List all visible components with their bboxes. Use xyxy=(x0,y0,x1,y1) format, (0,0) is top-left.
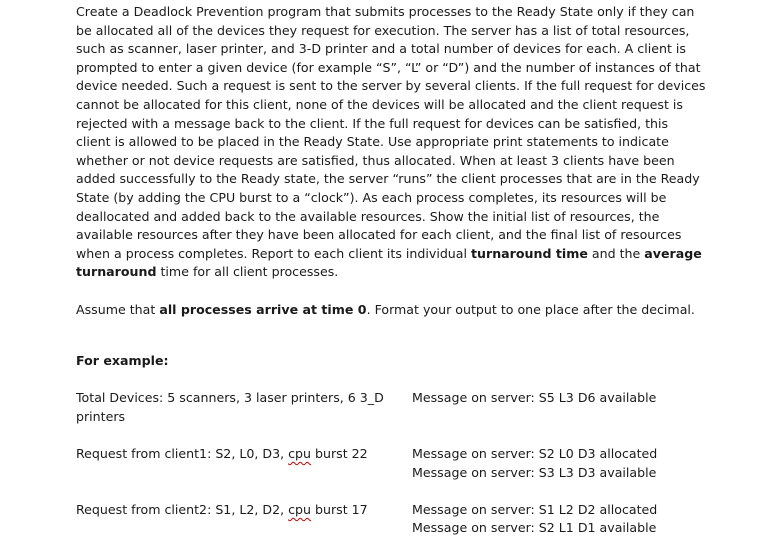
server-message: Message on server: S5 L3 D6 available xyxy=(412,390,657,406)
assumption-paragraph xyxy=(76,301,706,320)
example-left-column xyxy=(76,445,412,464)
example-right-column xyxy=(412,389,706,408)
example-left-column xyxy=(76,501,412,520)
client1-burst-text: burst 22 xyxy=(311,446,368,462)
example-right-column xyxy=(412,501,706,538)
server-message-available: Message on server: S3 L3 D3 available xyxy=(412,464,657,480)
description-paragraph xyxy=(76,3,706,282)
example-row-total-devices xyxy=(76,389,706,426)
arrival-time-term: all processes arrive at time 0 xyxy=(159,301,367,317)
example-left-column xyxy=(76,389,412,426)
description-ending: time for all client processes. xyxy=(156,264,339,280)
server-message-allocated: Message on server: S2 L0 D3 allocated xyxy=(412,446,658,462)
server-message-allocated: Message on server: S1 L2 D2 allocated xyxy=(412,501,658,517)
turnaround-time-term: turnaround time xyxy=(471,245,588,261)
example-heading: For example: xyxy=(76,353,169,369)
example-row-client1 xyxy=(76,445,706,482)
description-text: Create a Deadlock Prevention program that submits processes to the Ready State only if they can be allocated all of the devices they request for execution. The server has a list of total resources, such as scanner, laser printer, and 3-D printer and a total number of devices for each. A client is prompted to enter a given device (for example “S”, “L” or “D”) and the number of instances of that device needed. Such a request is sent to the server by several clients. If the full request for devices cannot be allocated for this client, none of the devices will be allocated and the client request is rejected with a message back to the client. If the full request for devices can be satisfied, this client is allowed to be placed in the Ready State. Use appropriate print statements to indicate whether or not device requests are satisfied, thus allocated. When at least 3 clients have been added successfully to the Ready state, the server “runs” the client processes that are in the Ready State (by adding the CPU burst to a “clock”). As each process completes, its resources will be deallocated and added back to the available resources. Show the initial list of resources, the available resources after they have been allocated for each client, and the final list of resources when a process completes. Report to each client its individual xyxy=(76,4,706,261)
example-row-client2 xyxy=(76,501,706,538)
client1-request-text: Request from client1: S2, L0, D3, xyxy=(76,446,289,462)
assignment-document xyxy=(76,3,706,538)
assumption-suffix: . Format your output to one place after the decimal. xyxy=(366,301,695,317)
client2-request xyxy=(76,501,412,520)
client1-request xyxy=(76,445,412,464)
average-turnaround-term: average turnaround xyxy=(76,245,702,280)
client2-burst-text: burst 17 xyxy=(311,501,368,517)
server-message-available: Message on server: S2 L1 D1 available xyxy=(412,520,657,536)
description-connector: and the xyxy=(587,245,645,261)
assumption-prefix: Assume that xyxy=(76,301,160,317)
total-devices-line-1: Total Devices: 5 scanners, 3 laser printers, 6 3_D xyxy=(76,390,384,406)
client2-request-text: Request from client2: S1, L2, D2, xyxy=(76,501,289,517)
spellcheck-word: cpu xyxy=(288,446,311,462)
spellcheck-word: cpu xyxy=(288,501,311,517)
total-devices-line-2: printers xyxy=(76,408,126,424)
example-right-column xyxy=(412,445,706,482)
